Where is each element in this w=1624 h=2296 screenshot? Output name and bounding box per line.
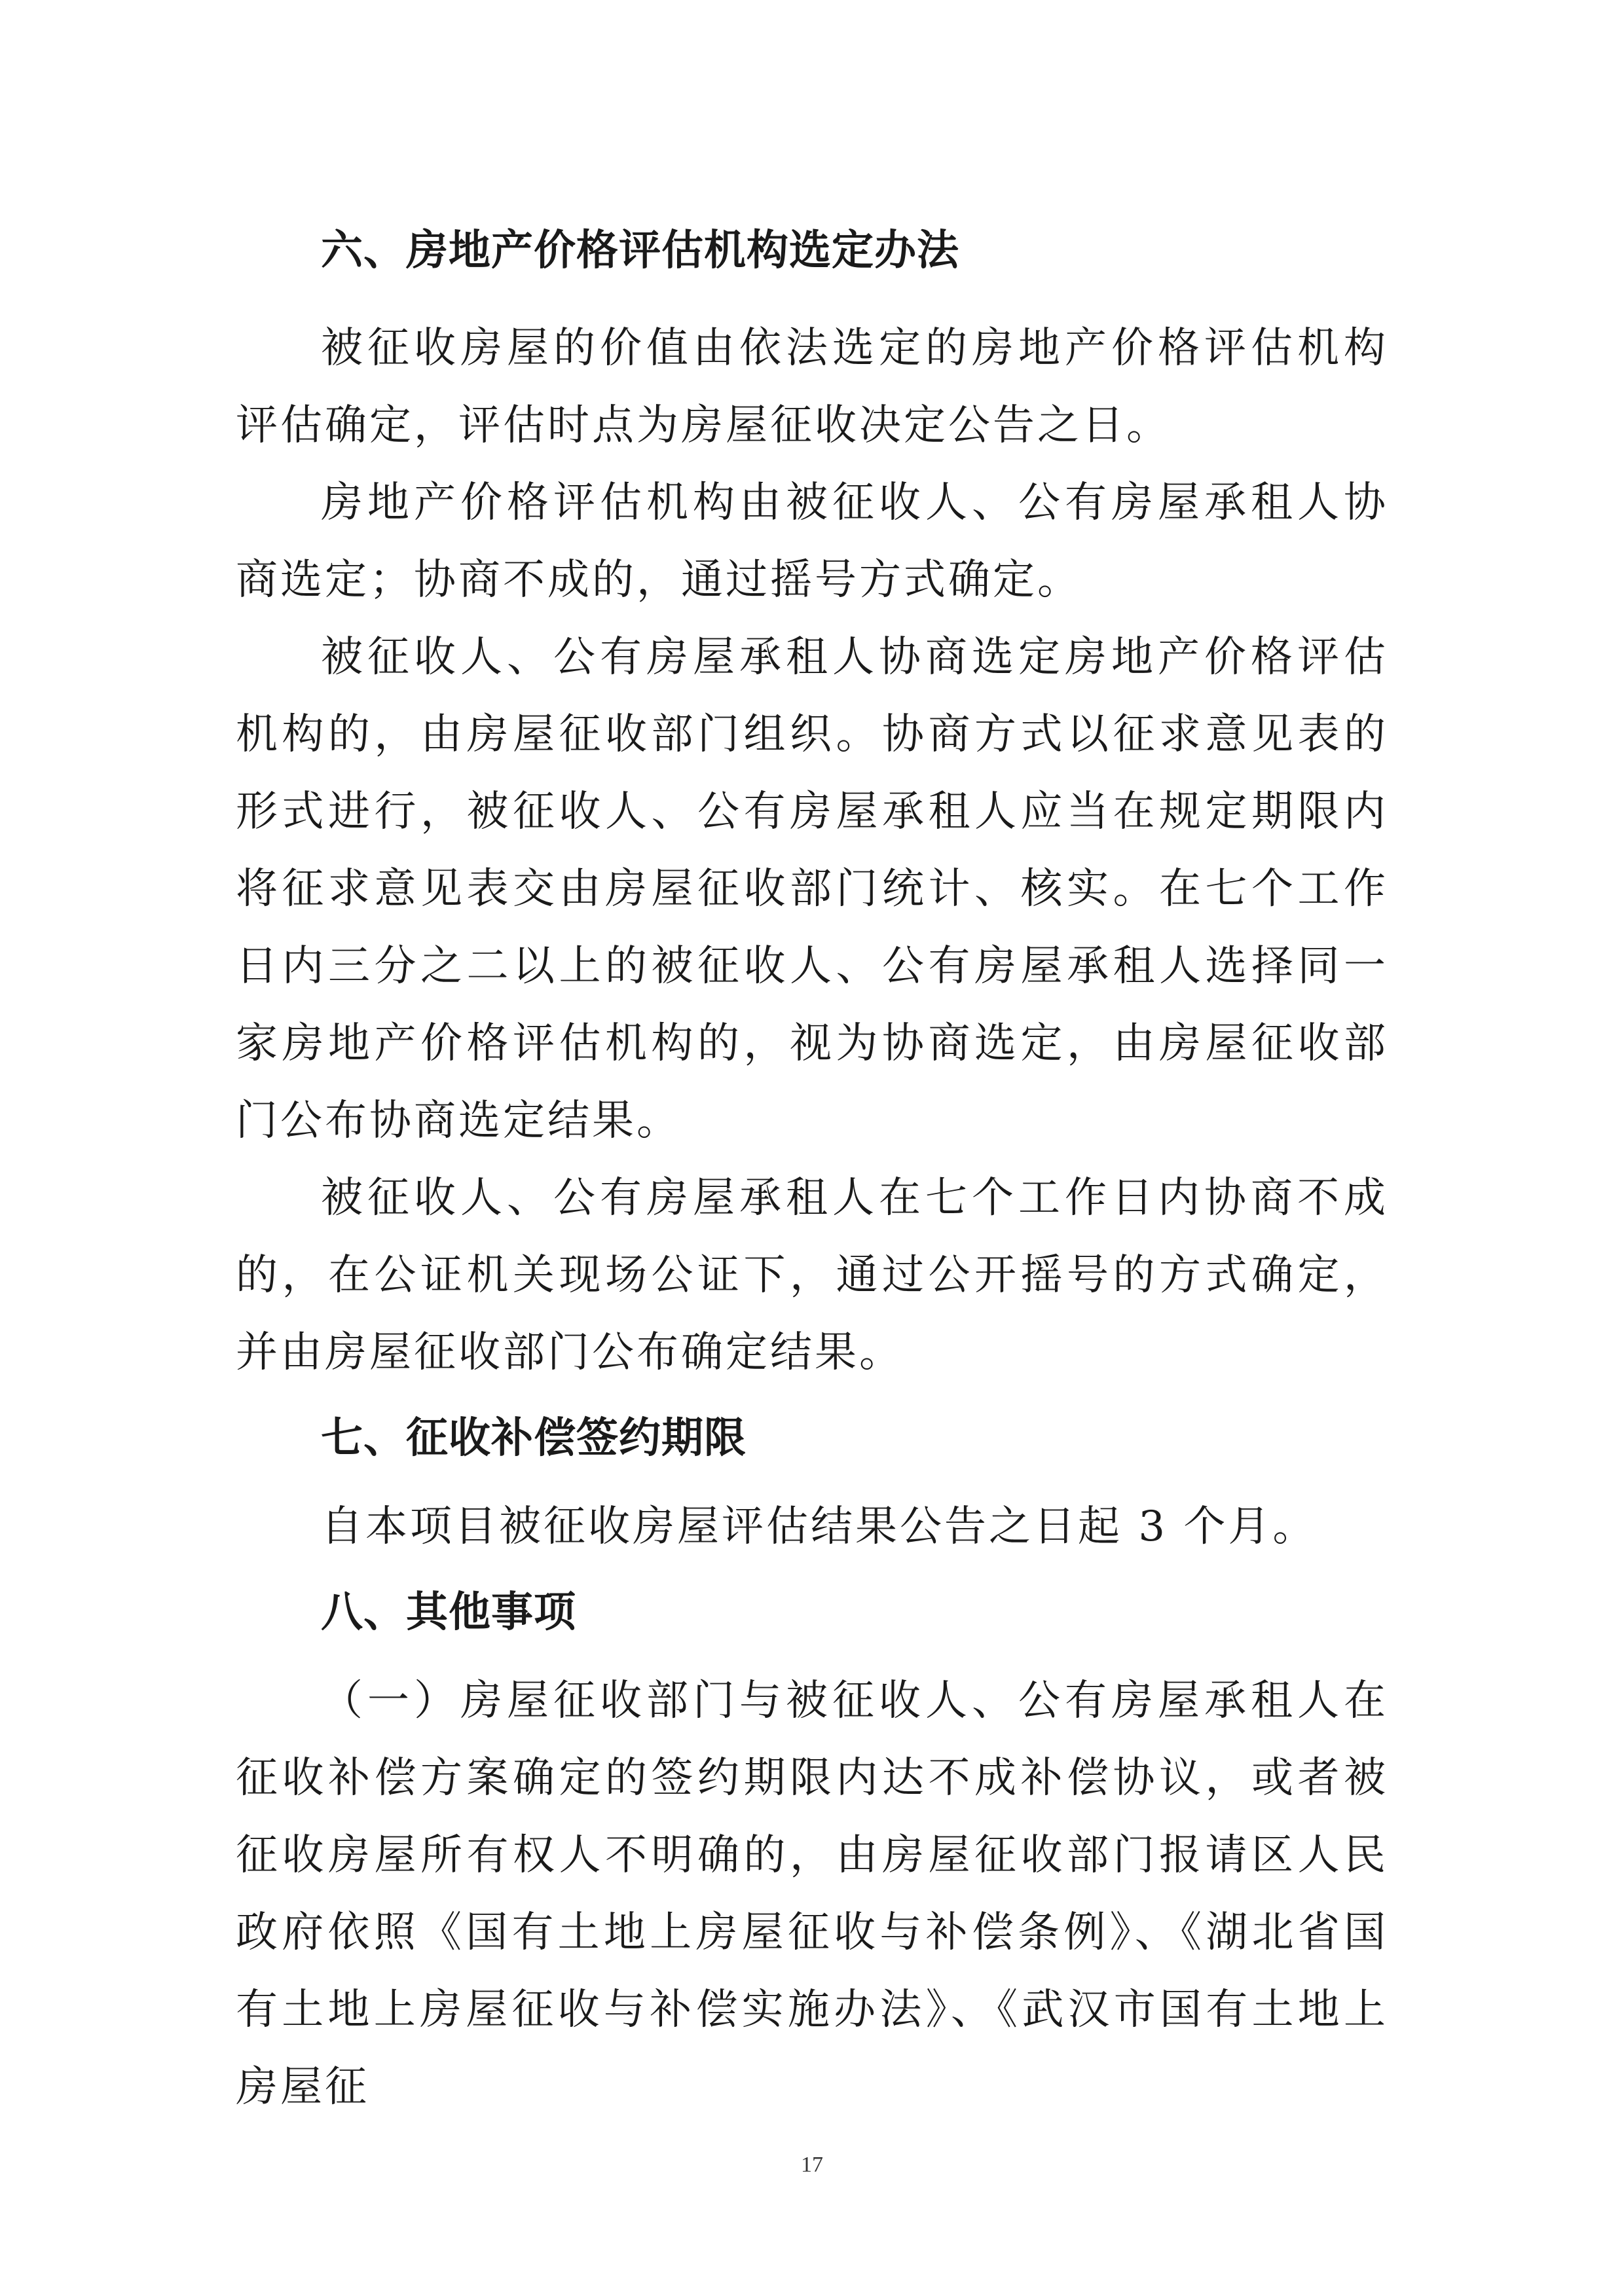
paragraph: 被征收房屋的价值由依法选定的房地产价格评估机构评估确定，评估时点为房屋征收决定公告之日。	[236, 324, 1388, 450]
paragraph: 被征收人、公有房屋承租人在七个工作日内协商不成的，在公证机关现场公证下，通过公开摇号的方式确定，并由房屋征收部门公布确定结果。	[236, 1174, 1388, 1377]
section-heading-7: 七、征收补偿签约期限	[321, 1414, 747, 1463]
paragraph: （一）房屋征收部门与被征收人、公有房屋承租人在征收补偿方案确定的签约期限内达不成补偿协议，或者被征收房屋所有权人不明确的，由房屋征收部门报请区人民政府依照《国有土地上房屋征收与补偿条例》、《湖北省国有土地上房屋征收与补偿实施办法》、《武汉市国有土地上房屋征	[236, 1677, 1388, 2111]
section-heading-8: 八、其他事项	[321, 1588, 576, 1637]
paragraph: 自本项目被征收房屋评估结果公告之日起 3 个月。	[321, 1503, 1318, 1551]
paragraph: 被征收人、公有房屋承租人协商选定房地产价格评估机构的，由房屋征收部门组织。协商方式以征求意见表的形式进行，被征收人、公有房屋承租人应当在规定期限内将征求意见表交由房屋征收部门统计、核实。在七个工作日内三分之二以上的被征收人、公有房屋承租人选择同一家房地产价格评估机构的，视为协商选定，由房屋征收部门公布协商选定结果。	[236, 633, 1388, 1145]
paragraph: 房地产价格评估机构由被征收人、公有房屋承租人协商选定；协商不成的，通过摇号方式确定。	[236, 479, 1388, 604]
section-heading-6: 六、房地产价格评估机构选定办法	[321, 227, 959, 275]
document-page	[236, 226, 1388, 2126]
page-number: 17	[801, 2153, 823, 2177]
